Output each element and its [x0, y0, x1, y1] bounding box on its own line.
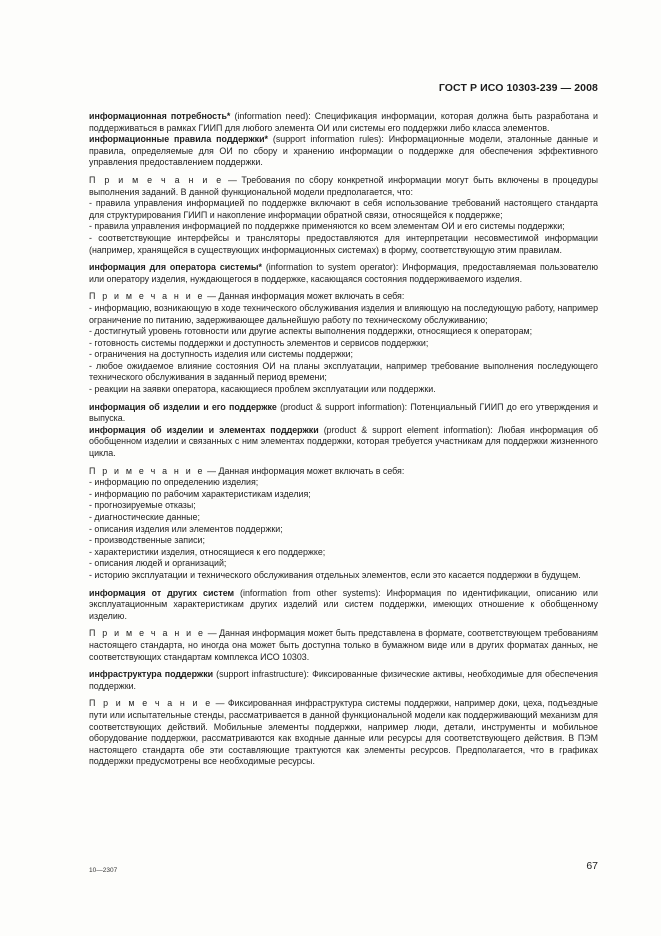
paragraph-text: - правила управления информацией по поддержке применяются ко всем элементам ОИ и его системы поддержки; — [89, 221, 565, 232]
list-item — [89, 500, 598, 512]
paragraph-text: - информацию по рабочим характеристикам изделия; — [89, 488, 311, 499]
definition-paragraph — [89, 111, 598, 134]
definition-paragraph — [89, 262, 598, 285]
list-item — [89, 489, 598, 501]
list-item — [89, 535, 598, 547]
paragraph-text: (product & support element information): Любая информация об обобщенном изделии и связанных с ним элементах поддержки, которая требуется участникам для поддержки жизненного цикла. — [89, 424, 598, 459]
note-label: П р и м е ч а н и е — [89, 291, 205, 302]
list-item — [89, 570, 598, 582]
paragraph-text: (information to system operator): Информация, предоставляемая пользователю или оператору изделия, нуждающегося в поддержке, касающаяся состояния поддерживаемого изделия. — [89, 262, 599, 284]
definition-paragraph — [89, 402, 598, 425]
paragraph-text: (support infrastructure): Фиксированные физические активы, необходимые для обеспечения поддержки. — [89, 669, 598, 691]
paragraph-text: — Фиксированная инфраструктура системы поддержки, например доки, цеха, подъездные пути или испытательные стенды, рассматривается в данной функциональной модели как поддерживающий механизм для соответствующих действий. Мобильные элементы поддержки, например люди, детали, инструменты и мобильное оборудование поддержки, рассматриваются как входные данные или ресурсы для соответствующего действия. В ПЭМ настоящего стандарта обе эти составляющие трактуются как элементы ресурсов. Предполагается, что в графиках поддержки предусмотрены все необходимые ресурсы. — [89, 698, 598, 767]
paragraph-text: - любое ожидаемое влияние состояния ОИ на планы эксплуатации, например требование выполнения последующего технического обслуживания в заданный период времени; — [89, 360, 598, 383]
paragraph-text: - информацию, возникающую в ходе технического обслуживания изделия и влияющую на последующую работу, например ограничение по питанию, задерживающее дальнейшую работу по техническому обслуживанию; — [89, 302, 599, 325]
list-item — [89, 349, 598, 361]
definition-paragraph — [89, 588, 598, 623]
list-item — [89, 477, 598, 489]
list-item — [89, 361, 598, 384]
definition-paragraph — [89, 669, 598, 692]
term: информация об изделии и элементах поддержки — [89, 424, 319, 435]
paragraph-text: (product & support information): Потенциальный ГИИП до его утверждения и выпуска. — [89, 401, 598, 424]
print-code: 10—2307 — [89, 867, 118, 874]
list-item — [89, 221, 598, 233]
note-paragraph — [89, 291, 598, 303]
term: информационные правила поддержки* — [89, 134, 268, 145]
page-number: 67 — [586, 860, 598, 872]
note-label: П р и м е ч а н и е — [89, 628, 206, 639]
paragraph-text: — Требования по сбору конкретной информации могут быть включены в процедуры выполнения заданий. В данной функциональной модели предполагается, что: — [89, 174, 598, 197]
paragraph-text: — Данная информация может включать в себя: — [204, 291, 405, 302]
list-item — [89, 303, 598, 326]
term: информационная потребность* — [89, 111, 231, 121]
paragraph-text: - информацию по определению изделия; — [89, 477, 259, 488]
note-paragraph — [89, 175, 598, 198]
list-item — [89, 512, 598, 524]
paragraph-text: (information need): Спецификация информации, которая должна быть разработана и поддерживаться в рамках ГИИП для любого элемента ОИ или системы его поддержки либо класса элементов. — [89, 111, 598, 133]
list-item — [89, 547, 598, 559]
paragraph-text: - характеристики изделия, относящиеся к его поддержке; — [89, 546, 326, 557]
paragraph-text: - описания изделия или элементов поддержки; — [89, 523, 283, 534]
note-paragraph — [89, 628, 598, 663]
paragraph-text: - реакции на заявки оператора, касающиеся проблем эксплуатации или поддержки. — [89, 384, 436, 395]
note-label: П р и м е ч а н и е — [89, 465, 205, 476]
list-item — [89, 524, 598, 536]
paragraph-text: (information from other systems): Информация по идентификации, описанию или эксплуатационным характеристикам других изделий или систем поддержки, имеющих отношение к обобщенному изделию. — [89, 587, 598, 621]
definition-paragraph — [89, 134, 598, 169]
paragraph-text: - готовность системы поддержки и доступность элементов и сервисов поддержки; — [89, 337, 429, 348]
paragraph-text: - соответствующие интерфейсы и трансляторы предоставляются для интерпретации несовместимой информации (например, хранящейся в существующих информационных системах) в форму, соответствующую этим правилам. — [89, 232, 598, 255]
document-header: ГОСТ Р ИСО 10303-239 — 2008 — [438, 82, 598, 94]
definition-paragraph — [89, 425, 598, 460]
page-body — [89, 111, 598, 768]
term: информация об изделии и его поддержке — [89, 401, 277, 412]
paragraph-text: - производственные записи; — [89, 535, 205, 546]
paragraph-text: - ограничения на доступность изделия или системы поддержки; — [89, 349, 354, 360]
paragraph-text: - достигнутый уровень готовности или другие аспекты выполнения поддержки, относящиеся к операторам; — [89, 326, 533, 337]
paragraph-text: — Данная информация может быть представлена в формате, соответствующем требованиям настоящего стандарта, но иногда она может быть доступна только в бумажном виде или в других форматах данных, не соответствующих стандартам комплекса ИСО 10303. — [89, 628, 598, 662]
list-item — [89, 338, 598, 350]
list-item — [89, 326, 598, 338]
list-item — [89, 233, 598, 256]
note-label: П р и м е ч а н и е — [89, 698, 213, 709]
list-item — [89, 558, 598, 570]
paragraph-text: (support information rules): Информационные модели, эталонные данные и правила, определяемые для ОИ по сбору и хранению информации о поддержке для обеспечения эффективного управления предоставлением поддержки. — [89, 134, 598, 168]
note-paragraph — [89, 466, 598, 478]
note-label: П р и м е ч а н и е — [89, 174, 224, 185]
paragraph-text: - историю эксплуатации и технического обслуживания отдельных элементов, если это касается поддержки в будущем. — [89, 569, 581, 580]
paragraph-text: - диагностические данные; — [89, 512, 200, 522]
list-item — [89, 198, 598, 221]
note-paragraph — [89, 698, 598, 768]
term: инфраструктура поддержки — [89, 669, 214, 680]
term: информация от других систем — [89, 587, 235, 598]
paragraph-text: — Данная информация может включать в себя: — [204, 465, 405, 476]
list-item — [89, 384, 598, 396]
paragraph-text: - описания людей и организаций; — [89, 558, 227, 569]
paragraph-text: - правила управления информацией по поддержке включают в себя использование требований настоящего стандарта для структурирования ГИИП и накопление информации обратной связи, относящейся к поддержке; — [89, 198, 598, 220]
paragraph-text: - прогнозируемые отказы; — [89, 500, 196, 511]
term: информация для оператора системы* — [89, 262, 262, 273]
